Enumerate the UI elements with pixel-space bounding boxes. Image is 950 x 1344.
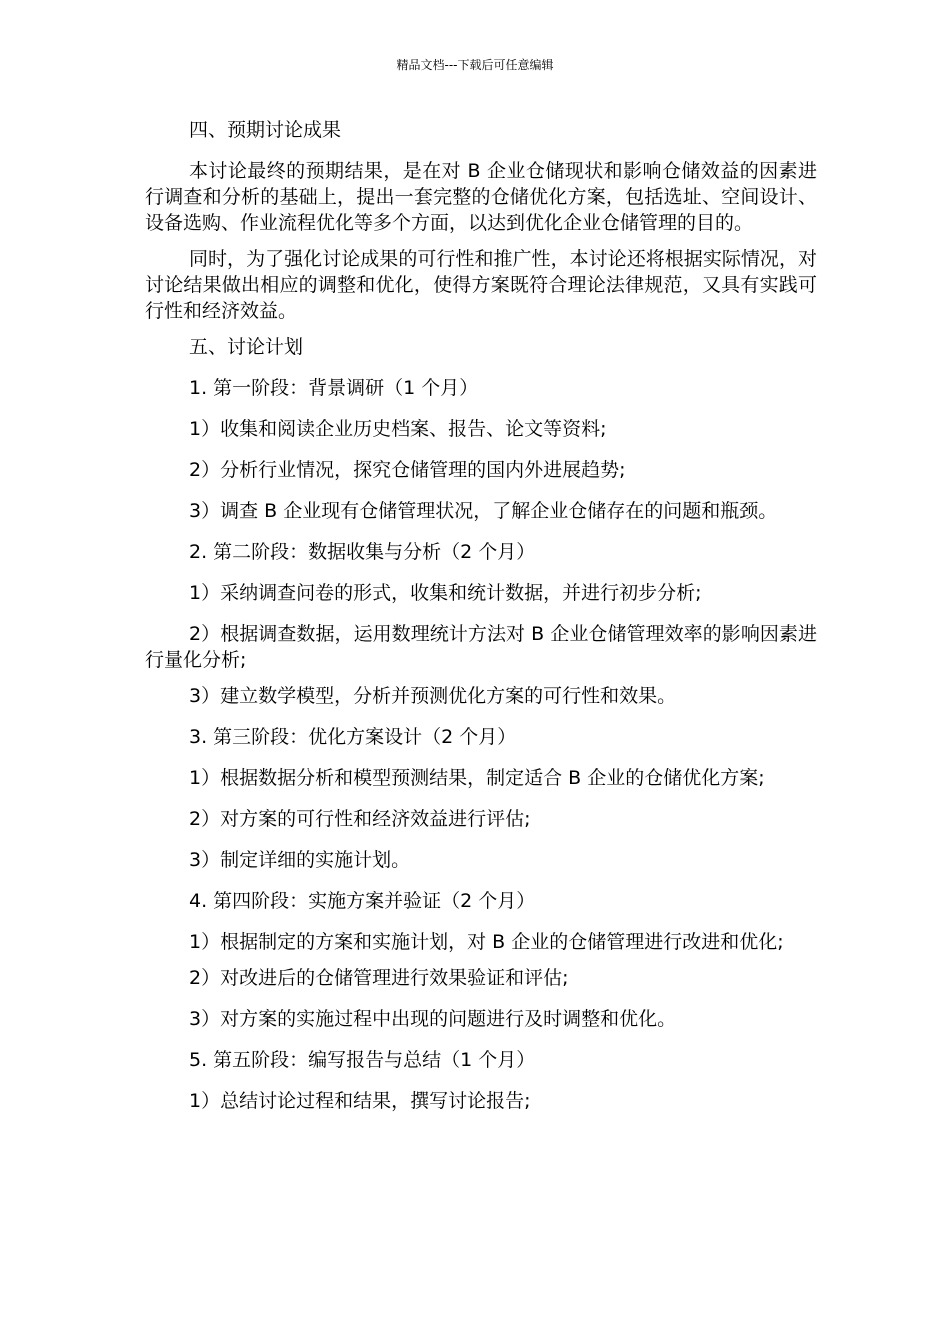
phase-2-heading: 2. 第二阶段：数据收集与分析（2 个月） xyxy=(189,541,536,563)
phase-3-item-2: 2）对方案的可行性和经济效益进行评估; xyxy=(189,808,531,830)
phase-3-item-3: 3）制定详细的实施计划。 xyxy=(189,849,411,871)
phase-3-heading: 3. 第三阶段：优化方案设计（2 个月） xyxy=(189,726,517,748)
paragraph-expected-results: 本讨论最终的预期结果，是在对 B 企业仓储现状和影响仓储效益的因素进行调查和分析的基础上，提出一套完整的仓储优化方案，包括选址、空间设计、设备选购、作业流程优化等多个方面，以达到优化企业仓储管理的目的。 xyxy=(145,160,817,234)
phase-4-item-2: 2）对改进后的仓储管理进行效果验证和评估; xyxy=(189,967,569,989)
phase-2-item-1: 1）采纳调查问卷的形式，收集和统计数据，并进行初步分析; xyxy=(189,582,702,604)
phase-4-heading: 4. 第四阶段：实施方案并验证（2 个月） xyxy=(189,890,536,912)
phase-1-item-2: 2）分析行业情况，探究仓储管理的国内外进展趋势; xyxy=(189,459,626,481)
section-heading-5: 五、讨论计划 xyxy=(189,336,304,358)
document-body xyxy=(145,117,817,1129)
phase-1-item-3: 3）调查 B 企业现有仓储管理状况，了解企业仓储存在的问题和瓶颈。 xyxy=(189,500,778,522)
page-header: 精品文档---下载后可任意编辑 xyxy=(396,58,554,72)
section-heading-4: 四、预期讨论成果 xyxy=(189,119,342,141)
paragraph-feasibility: 同时，为了强化讨论成果的可行性和推广性，本讨论还将根据实际情况，对讨论结果做出相应的调整和优化，使得方案既符合理论法律规范，又具有实践可行性和经济效益。 xyxy=(145,248,817,322)
phase-1-item-1: 1）收集和阅读企业历史档案、报告、论文等资料; xyxy=(189,418,607,440)
phase-3-item-1: 1）根据数据分析和模型预测结果，制定适合 B 企业的仓储优化方案; xyxy=(189,767,765,789)
phase-4-item-3: 3）对方案的实施过程中出现的问题进行及时调整和优化。 xyxy=(189,1008,677,1030)
phase-1-heading: 1. 第一阶段：背景调研（1 个月） xyxy=(189,377,479,399)
phase-4-item-1: 1）根据制定的方案和实施计划，对 B 企业的仓储管理进行改进和优化; xyxy=(189,931,784,953)
phase-5-item-1: 1）总结讨论过程和结果，撰写讨论报告; xyxy=(189,1090,531,1112)
phase-2-item-2: 2）根据调查数据，运用数理统计方法对 B 企业仓储管理效率的影响因素进行量化分析; xyxy=(145,623,817,671)
phase-2-item-3: 3）建立数学模型，分析并预测优化方案的可行性和效果。 xyxy=(189,685,677,707)
phase-5-heading: 5. 第五阶段：编写报告与总结（1 个月） xyxy=(189,1049,536,1071)
